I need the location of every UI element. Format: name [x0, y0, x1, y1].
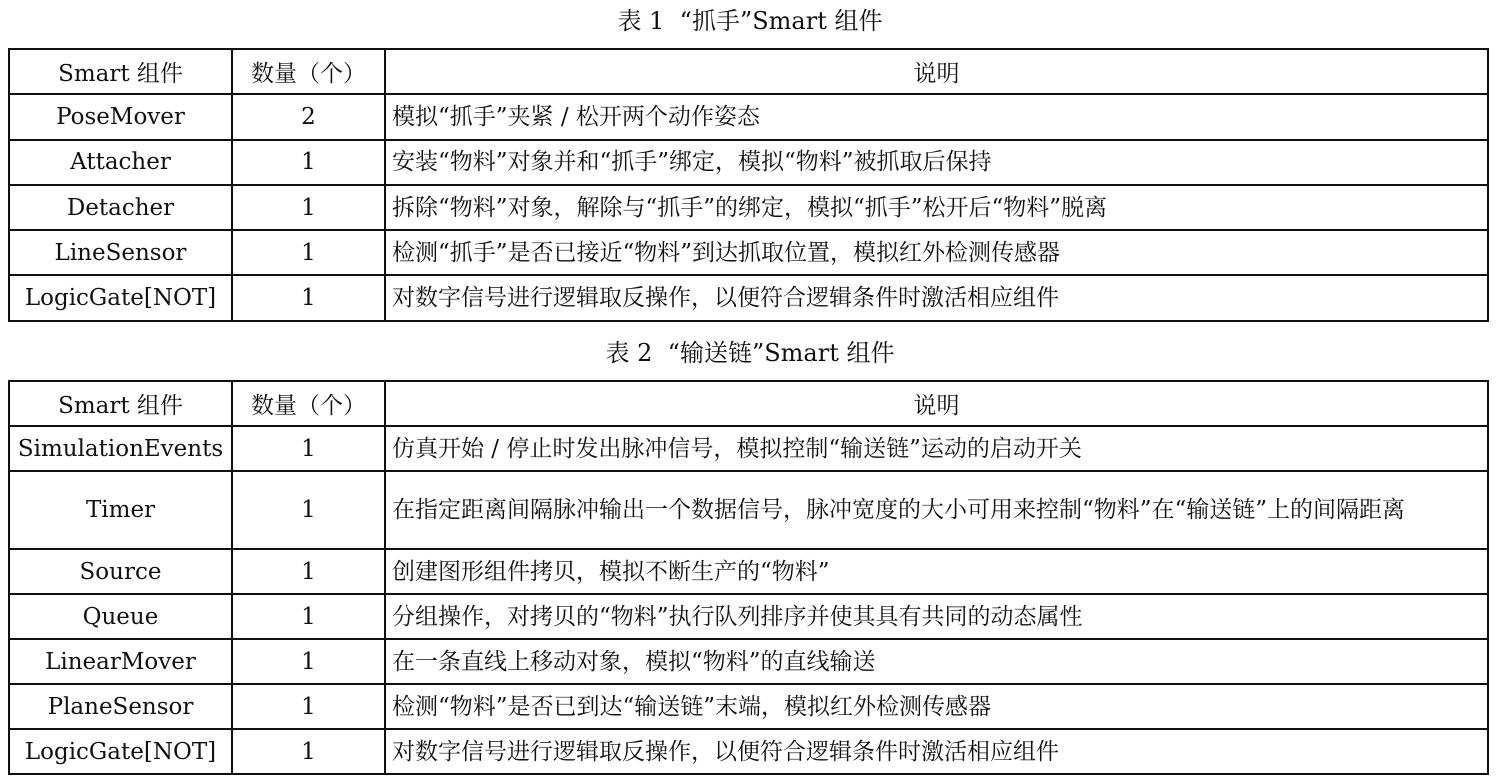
component-quantity: 1: [232, 684, 385, 729]
component-description: 检测“物料”是否已到达“输送链”末端，模拟红外检测传感器: [385, 684, 1488, 729]
table-row: [9, 729, 1488, 774]
header-description: 说明: [385, 49, 1488, 94]
table-row: [9, 275, 1488, 320]
table2-conveyor-components: [8, 380, 1489, 775]
component-name: Queue: [9, 594, 232, 639]
component-quantity: 1: [232, 275, 385, 320]
component-description: 对数字信号进行逻辑取反操作，以便符合逻辑条件时激活相应组件: [385, 275, 1488, 320]
component-description: 拆除“物料”对象，解除与“抓手”的绑定，模拟“抓手”松开后“物料”脱离: [385, 185, 1488, 230]
table-row: [9, 594, 1488, 639]
component-quantity: 1: [232, 426, 385, 471]
table1-caption: 表 1 “抓手”Smart 组件: [617, 7, 883, 35]
component-quantity: 1: [232, 639, 385, 684]
component-quantity: 1: [232, 471, 385, 549]
table-row: [9, 426, 1488, 471]
component-name: PoseMover: [9, 94, 232, 139]
table-row: [9, 94, 1488, 139]
component-quantity: 1: [232, 140, 385, 185]
component-quantity: 1: [232, 185, 385, 230]
header-component: Smart 组件: [9, 381, 232, 426]
component-name: Detacher: [9, 185, 232, 230]
header-quantity: 数量（个）: [232, 49, 385, 94]
table-row: [9, 684, 1488, 729]
component-description: 在指定距离间隔脉冲输出一个数据信号，脉冲宽度的大小可用来控制“物料”在“输送链”上的间隔距离: [385, 471, 1488, 549]
component-quantity: 1: [232, 594, 385, 639]
table-row: [9, 639, 1488, 684]
component-name: LinearMover: [9, 639, 232, 684]
component-description: 仿真开始 / 停止时发出脉冲信号，模拟控制“输送链”运动的启动开关: [385, 426, 1488, 471]
component-quantity: 2: [232, 94, 385, 139]
table-row: [9, 230, 1488, 275]
component-description: 对数字信号进行逻辑取反操作，以便符合逻辑条件时激活相应组件: [385, 729, 1488, 774]
component-description: 在一条直线上移动对象，模拟“物料”的直线输送: [385, 639, 1488, 684]
component-name: SimulationEvents: [9, 426, 232, 471]
table-row: [9, 185, 1488, 230]
component-name: Timer: [9, 471, 232, 549]
table-row: [9, 140, 1488, 185]
table2-header-row: [9, 381, 1488, 426]
component-quantity: 1: [232, 549, 385, 594]
table-row: [9, 471, 1488, 549]
table2-caption: 表 2 “输送链”Smart 组件: [605, 339, 895, 367]
component-name: LogicGate[NOT]: [9, 729, 232, 774]
header-component: Smart 组件: [9, 49, 232, 94]
component-name: LogicGate[NOT]: [9, 275, 232, 320]
component-name: LineSensor: [9, 230, 232, 275]
component-description: 分组操作，对拷贝的“物料”执行队列排序并使其具有共同的动态属性: [385, 594, 1488, 639]
component-description: 模拟“抓手”夹紧 / 松开两个动作姿态: [385, 94, 1488, 139]
component-quantity: 1: [232, 729, 385, 774]
table-row: [9, 549, 1488, 594]
table1-header-row: [9, 49, 1488, 94]
component-description: 检测“抓手”是否已接近“物料”到达抓取位置，模拟红外检测传感器: [385, 230, 1488, 275]
header-description: 说明: [385, 381, 1488, 426]
table1-gripper-components: [8, 48, 1489, 322]
component-description: 安装“物料”对象并和“抓手”绑定，模拟“物料”被抓取后保持: [385, 140, 1488, 185]
component-name: PlaneSensor: [9, 684, 232, 729]
component-quantity: 1: [232, 230, 385, 275]
component-name: Source: [9, 549, 232, 594]
component-description: 创建图形组件拷贝，模拟不断生产的“物料”: [385, 549, 1488, 594]
component-name: Attacher: [9, 140, 232, 185]
header-quantity: 数量（个）: [232, 381, 385, 426]
